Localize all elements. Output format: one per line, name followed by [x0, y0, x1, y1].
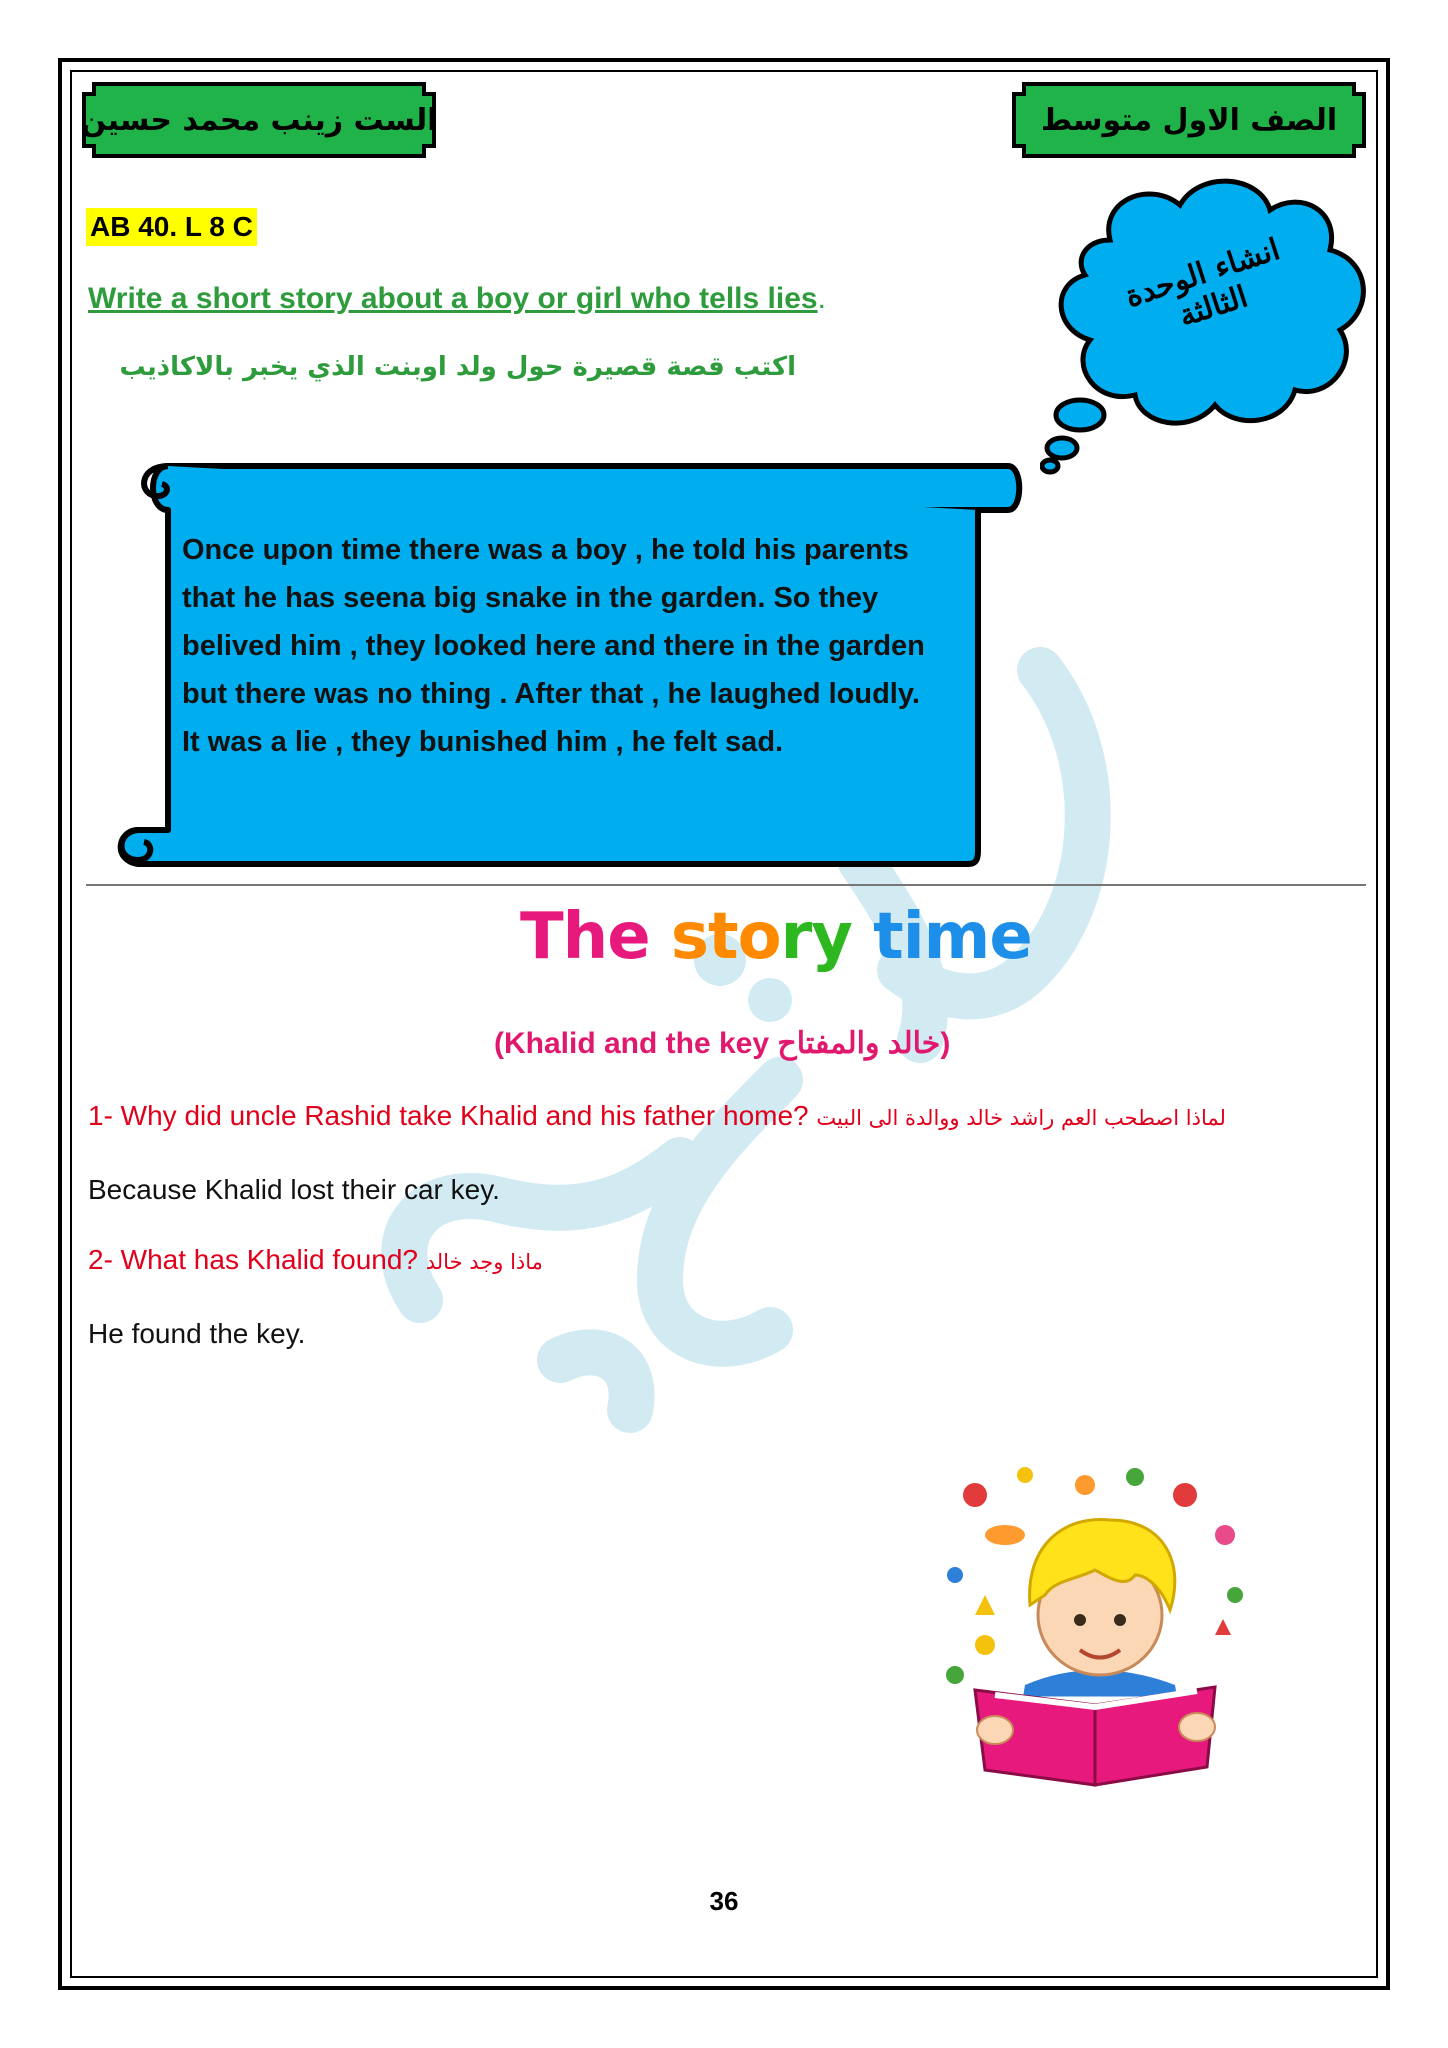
title-word-sto: sto — [670, 900, 781, 974]
title-word-ry: ry — [780, 900, 852, 974]
task-english-text: Write a short story about a boy or girl who tells lies — [88, 282, 818, 315]
answer-1: Because Khalid lost their car key. — [88, 1174, 500, 1205]
grade-tag — [1010, 80, 1368, 160]
cloud-label: انشاء الوحدة الثالثة — [1121, 231, 1285, 335]
question-1-arabic: لماذا اصطحب العم راشد خالد ووالدة الى البيت — [816, 1106, 1226, 1130]
story-line: that he has seena big snake in the garden. So they — [182, 582, 879, 614]
grade-label: الصف الاول متوسط — [1040, 102, 1338, 138]
question-1 — [88, 1100, 1226, 1132]
title-word-time: time — [873, 900, 1032, 974]
story-text — [182, 526, 982, 766]
story-line: Once upon time there was a boy , he told his parents — [182, 534, 909, 566]
title-word-the: The — [520, 900, 650, 974]
question-1-text: 1- Why did uncle Rashid take Khalid and his father home? — [88, 1100, 809, 1131]
question-2 — [88, 1244, 543, 1276]
story-subtitle: (Khalid and the key خالد والمفتاح) — [494, 1027, 951, 1060]
task-instruction-english — [88, 282, 826, 316]
task-instruction-arabic: اكتب قصة قصيرة حول ولد اوبنت الذي يخبر بالاكاذيب — [119, 352, 796, 382]
lesson-code: AB 40. L 8 C — [86, 208, 257, 246]
teacher-name-tag — [80, 80, 438, 160]
question-2-arabic: ماذا وجد خالد — [425, 1250, 543, 1274]
boy-reading-book-illustration-icon — [935, 1455, 1255, 1795]
question-2-text: 2- What has Khalid found? — [88, 1244, 418, 1275]
story-time-title — [520, 900, 1032, 974]
story-line: but there was no thing . After that , he laughed loudly. — [182, 678, 920, 710]
page-number: 36 — [709, 1886, 739, 1916]
task-english-period: . — [817, 282, 826, 315]
story-line: It was a lie , they bunished him , he felt sad. — [182, 726, 784, 758]
teacher-name: الست زينب محمد حسين — [80, 102, 438, 138]
story-line: belived him , they looked here and there in the garden — [182, 630, 925, 662]
answer-2: He found the key. — [88, 1318, 306, 1349]
section-divider — [86, 884, 1366, 886]
